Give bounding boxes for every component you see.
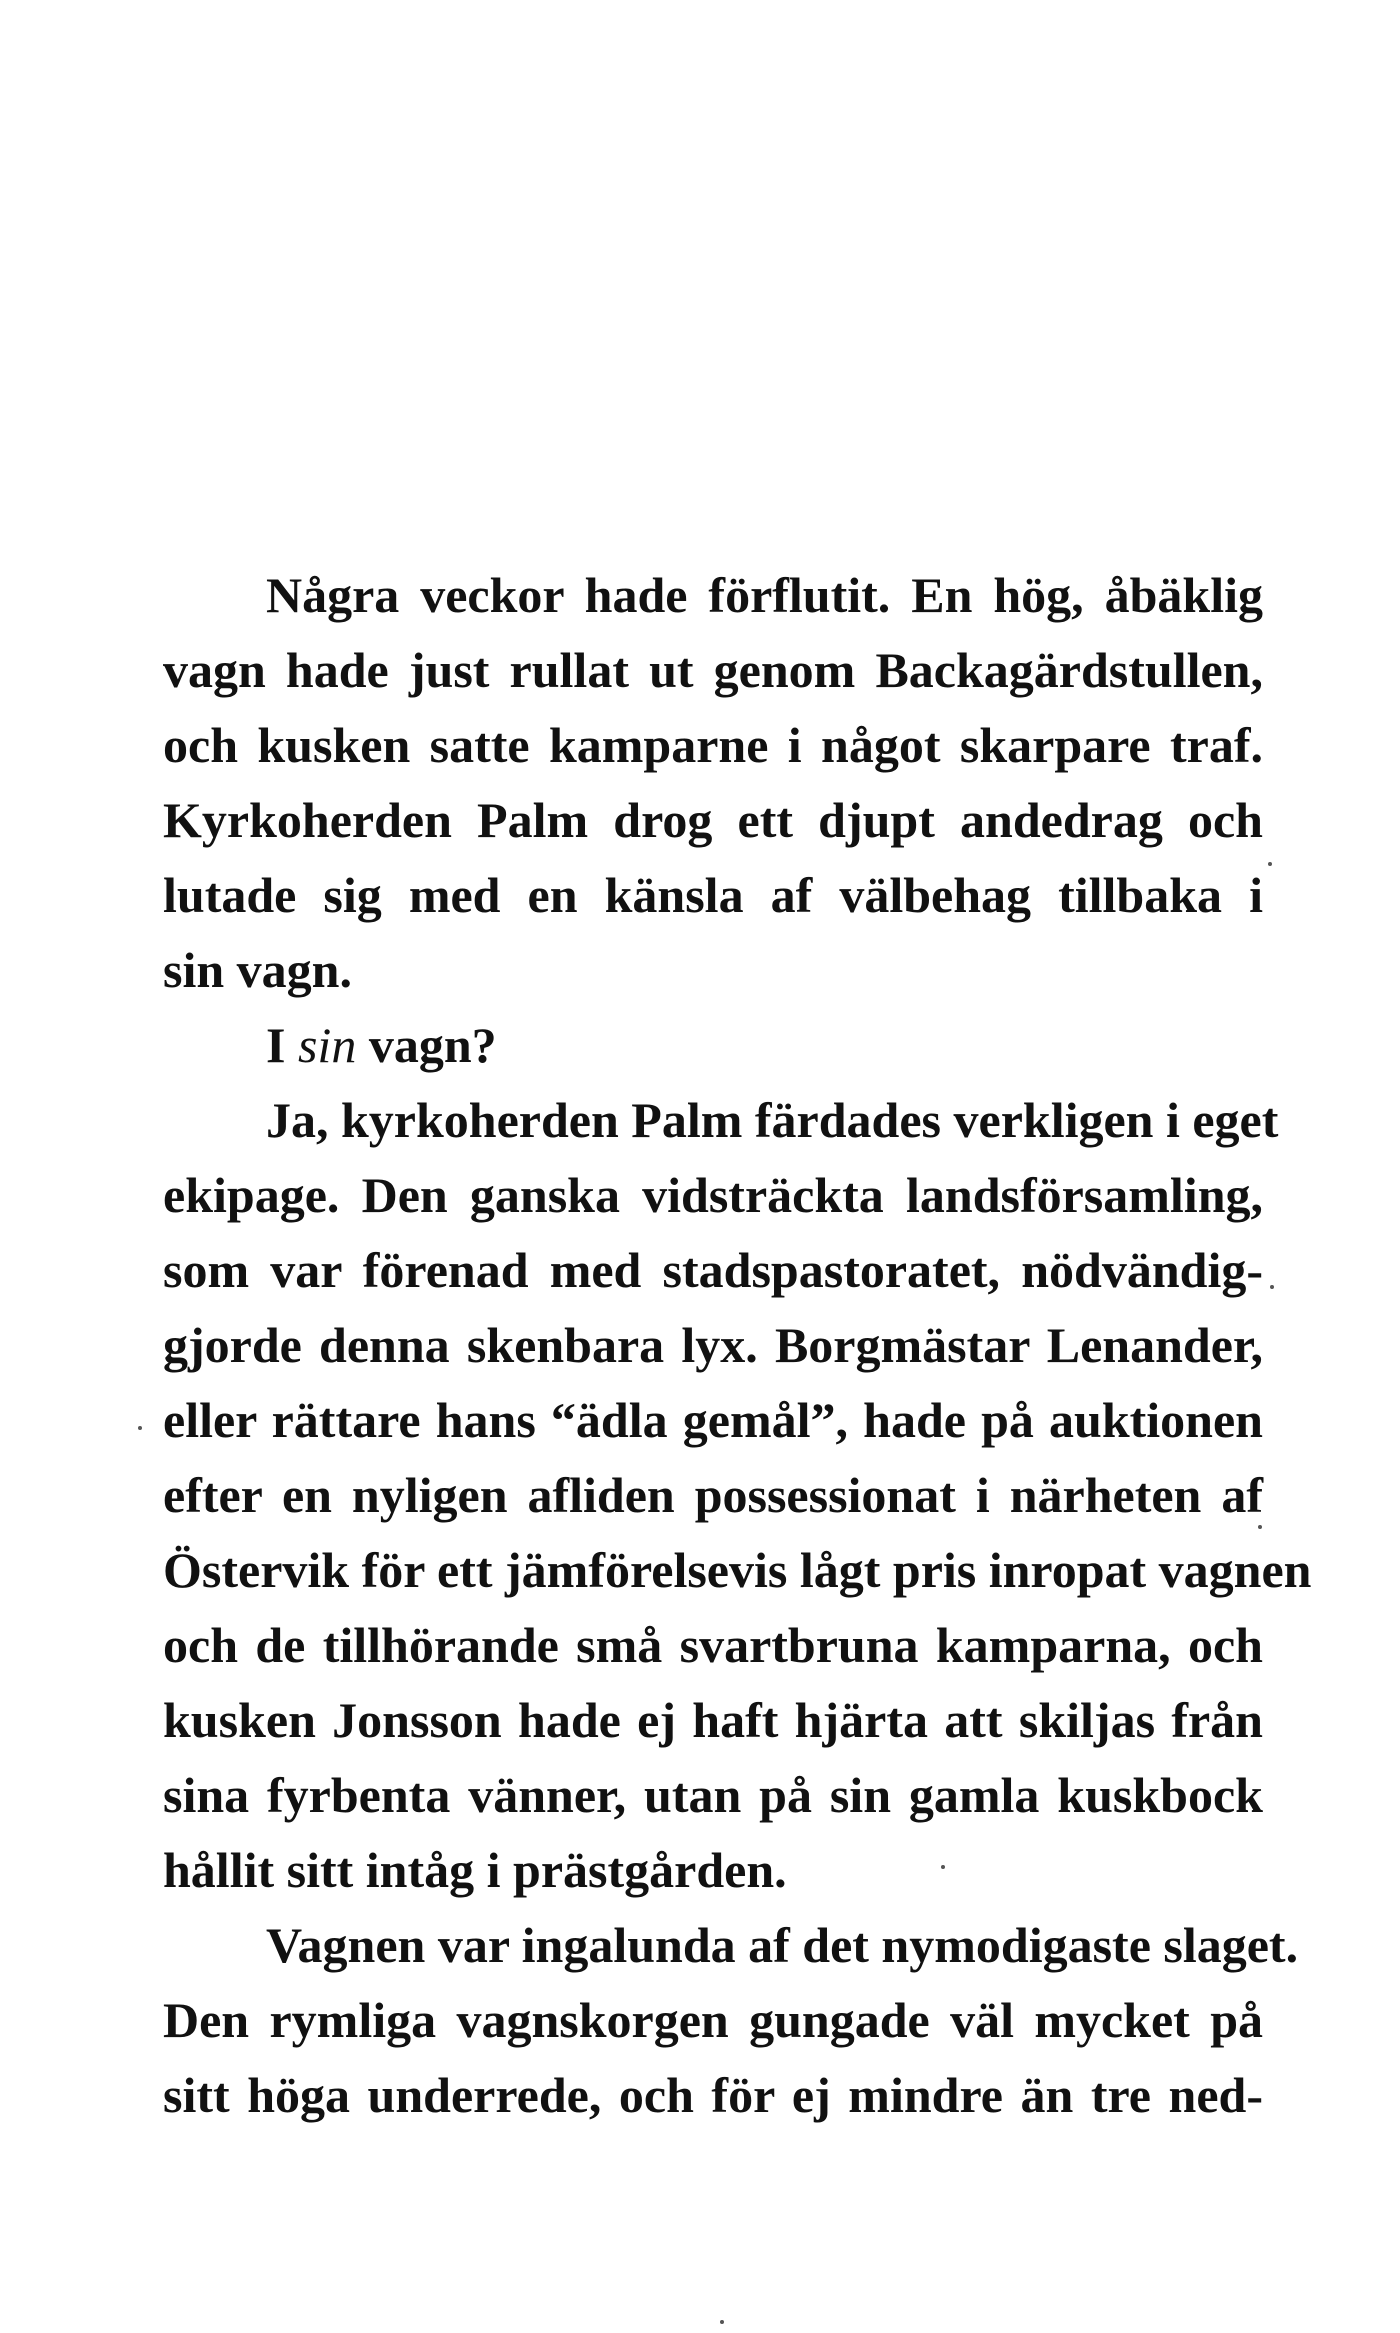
text-line: kusken Jonsson hade ej haft hjärta att skiljas från [163,1692,1263,1748]
text-line: vagn hade just rullat ut genom Backagärdstullen, [163,642,1263,698]
text-line: och kusken satte kamparne i något skarpare traf. [163,717,1263,773]
text-line: Östervik för ett jämförelsevis lågt pris inropat vagnen [163,1542,1312,1598]
scan-speck [1268,862,1272,866]
text-line: som var förenad med stadspastoratet, nödvändig- [163,1242,1263,1298]
scan-speck [941,1865,945,1869]
text-line: hållit sitt intåg i prästgården. [163,1842,787,1898]
scan-speck [720,2320,724,2324]
emphasized-word: sin [297,1017,357,1073]
text-line: gjorde denna skenbara lyx. Borgmästar Lenander, [163,1317,1263,1373]
text-line: sin vagn. [163,942,352,998]
text-fragment: I [266,1017,298,1073]
text-line: eller rättare hans “ädla gemål”, hade på auktionen [163,1392,1263,1448]
text-line: och de tillhörande små svartbruna kamparna, och [163,1617,1263,1673]
text-line: Kyrkoherden Palm drog ett djupt andedrag och [163,792,1263,848]
text-line: Några veckor hade förflutit. En hög, åbäklig [266,567,1263,623]
text-line: sitt höga underrede, och för ej mindre än tre ned- [163,2067,1263,2123]
text-line [163,1008,1263,1083]
body-text [163,558,1312,2133]
text-fragment: vagn? [356,1017,497,1073]
text-line: ekipage. Den ganska vidsträckta landsförsamling, [163,1167,1263,1223]
scan-speck [138,1426,142,1430]
scan-speck [1270,1285,1274,1289]
text-line: lutade sig med en känsla af välbehag tillbaka i [163,867,1263,923]
text-line: sina fyrbenta vänner, utan på sin gamla kuskbock [163,1767,1263,1823]
text-line: Ja, kyrkoherden Palm färdades verkligen i eget [266,1092,1279,1148]
text-line: Vagnen var ingalunda af det nymodigaste slaget. [266,1917,1299,1973]
text-line: Den rymliga vagnskorgen gungade väl mycket på [163,1992,1263,2048]
text-line: efter en nyligen afliden possessionat i närheten af [163,1467,1263,1523]
scan-speck [1258,1525,1262,1529]
